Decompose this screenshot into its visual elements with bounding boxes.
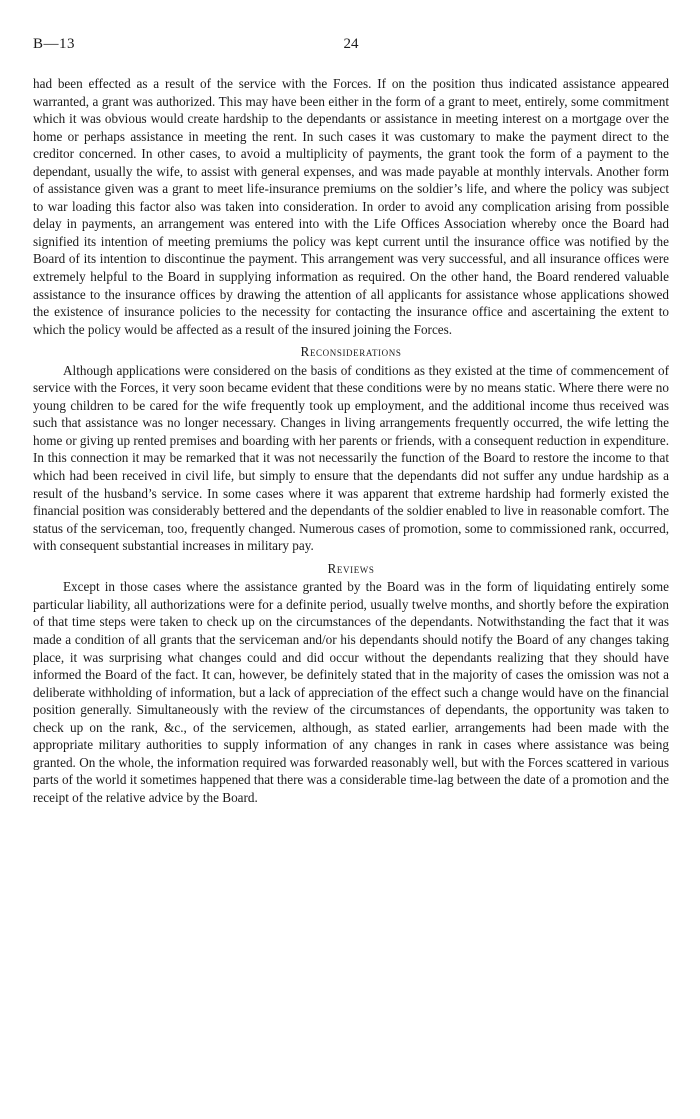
paragraph-reviews: Except in those cases where the assistance granted by the Board was in the form of liquidating entirely some particular liability, all authorizations were for a definite period, usually twelve months, and shortly before the expiration of that time steps were taken to check up on the circumstances of the dependants. Notwithstanding the fact that it was made a condition of all grants that the serviceman and/or his dependants should notify the Board of any changes taking place, it was surprising what changes could and did occur without the dependants realizing that they should have informed the Board of the fact. It can, however, be definitely stated that in the majority of cases the omission was not a deliberate withholding of information, but a lack of appreciation of the effect such a change would have on the financial position generally. Simultaneously with the review of the circumstances of dependants, the opportunity was taken to check up on the rank, &c., of the servicemen, although, as stated earlier, arrangements had been made with the appropriate military authorities to supply information of any changes in rank in cases where assistance was being granted. On the whole, the information required was forwarded reasonably well, but with the Forces scattered in various parts of the world it sometimes happened that there was a considerable time-lag between the date of a promotion and the receipt of the relative advice by the Board.	[33, 579, 669, 805]
paragraph-reconsiderations: Although applications were considered on the basis of conditions as they existed at the time of commencement of service with the Forces, it very soon became evident that these conditions were by no means static. Where there were no young children to be cared for the wife frequently took up employment, and the additional income thus received was such that assistance was no longer necessary. Changes in living arrangements frequently occurred, the wife letting the home or giving up rented premises and boarding with her parents or friends, with a consequent reduction in expenditure. In this connection it may be remarked that it was not necessarily the function of the Board to restore the income to that which had been received in civil life, but simply to ensure that the dependants did not suffer any undue hardship as a result of the husband’s service. In some cases where it was apparent that extreme hardship had formerly existed the financial position was considerably bettered and the dependants of the soldier enabled to live in reasonable comfort. The status of the serviceman, too, frequently changed. Numerous cases of promotion, some to commissioned rank, occurred, with consequent substantial increases in military pay.	[33, 362, 669, 554]
section-heading-reconsiderations: Reconsiderations	[300, 344, 402, 360]
document-reference: B—13	[33, 36, 76, 52]
paragraph-continuation: had been effected as a result of the service with the Forces. If on the position thus indicated assistance appeared warranted, a grant was authorized. This may have been either in the form of a grant to meet, entirely, some commitment which it was obvious would create hardship to the dependants or assistance in meeting interest on a mortgage over the home or perhaps assistance in meeting the rent. In such cases it was customary to make the payment direct to the creditor concerned. In other cases, to avoid a multiplicity of payments, the grant took the form of a payment to the dependant, usually the wife, to assist with general expenses, and was made payable at monthly intervals. Another form of assistance given was a grant to meet life-insurance premiums on the soldier’s life, and where the policy was subject to war loading this factor also was taken into consideration. In order to avoid any complication arising from possible delay in payments, an arrangement was entered into with the Life Offices Association whereby once the Board had signified its intention of meeting premiums the policy was kept current until the insurance office was notified by the Board of its intention to discontinue the payment. This arrangement was very successful, and all insurance offices were extremely helpful to the Board in supplying information as required. On the other hand, the Board rendered valuable assistance to the insurance offices by drawing the attention of all applicants for assistance whose applications showed the existence of insurance policies to the necessity for contacting the insurance office and ascertaining the extent to which the policy would be affected as a result of the insured joining the Forces.	[33, 76, 669, 337]
document-page	[33, 36, 669, 806]
page-header	[33, 36, 669, 58]
section-heading-reviews: Reviews	[327, 560, 375, 576]
page-number: 24	[343, 36, 359, 52]
document-body	[33, 75, 669, 806]
